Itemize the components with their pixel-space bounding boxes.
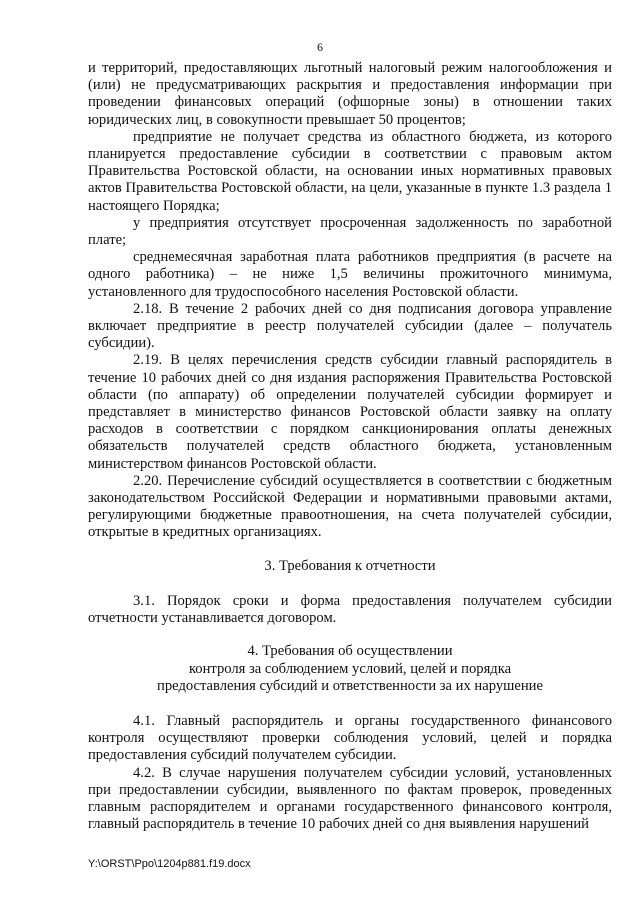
paragraph-3-1: 3.1. Порядок сроки и форма предоставления получателем субсидии отчетности устанавливается договором.: [88, 592, 612, 627]
paragraph-2-18: 2.18. В течение 2 рабочих дней со дня подписания договора управление включает предприятие в реестр получателей субсидии (далее – получатель субсидии).: [88, 300, 612, 352]
paragraph-continuation: и территорий, предоставляющих льготный налоговый режим налогообложения и (или) не предусматривающих раскрытия и предоставления информации при проведении финансовых операций (офшорные зоны) в отношении таких юридических лиц, в совокупности превышает 50 процентов;: [88, 60, 612, 128]
section-3-heading: 3. Требования к отчетности: [264, 557, 436, 574]
section-4-heading-line: предоставления субсидий и ответственности за их нарушение: [157, 677, 543, 694]
paragraph-budget-condition: предприятие не получает средства из областного бюджета, из которого планируется предоставление субсидии в соответствии с правовым актом Правительства Ростовской области, на основании иных нормативных правовых актов Правительства Ростовской области, на цели, указанные в пункте 1.3 раздела 1 настоящего Порядка;: [88, 128, 612, 214]
paragraph-2-19: 2.19. В целях перечисления средств субсидии главный распорядитель в течение 10 рабочих дней со дня издания распоряжения Правительства Ростовской области (по аппарату) об определении получателей субсидии формирует и представляет в министерство финансов Ростовской области заявку на оплату расходов в соответствии с порядком санкционирования оплаты денежных обязательств получателей средств областного бюджета, установленным министерством финансов Ростовской области.: [88, 352, 612, 472]
paragraph-2-20: 2.20. Перечисление субсидий осуществляется в соответствии с бюджетным законодательством Российской Федерации и нормативными правовыми актами, регулирующими бюджетные правоотношения, на счета получателей субсидии, открытые в кредитных организациях.: [88, 472, 612, 541]
page-number: 6: [317, 40, 323, 54]
section-4-heading-line: контроля за соблюдением условий, целей и порядка: [188, 660, 512, 677]
section-4-heading-line: 4. Требования об осуществлении: [247, 643, 453, 660]
section-4-heading: [88, 643, 612, 695]
paragraph-4-1: 4.1. Главный распорядитель и органы государственного финансового контроля осуществляют проверки соблюдения условий, целей и порядка предоставления субсидий получателем субсидии.: [88, 712, 612, 764]
paragraph-4-2: 4.2. В случае нарушения получателем субсидии условий, установленных при предоставлении субсидии, выявленного по фактам проверок, проведенных главным распорядителем и органами государственного финансового контроля, главный распорядитель в течение 10 рабочих дней со дня выявления нарушений: [88, 764, 612, 833]
paragraph-wage-debt: у предприятия отсутствует просроченная задолженность по заработной плате;: [88, 214, 612, 249]
document-body: [88, 60, 612, 833]
paragraph-average-wage: среднемесячная заработная плата работников предприятия (в расчете на одного работника) – не ниже 1,5 величины прожиточного минимума, установленного для трудоспособного населения Ростовской области.: [88, 249, 612, 300]
file-path-footer: Y:\ORST\Ppo\1204p881.f19.docx: [88, 858, 251, 870]
